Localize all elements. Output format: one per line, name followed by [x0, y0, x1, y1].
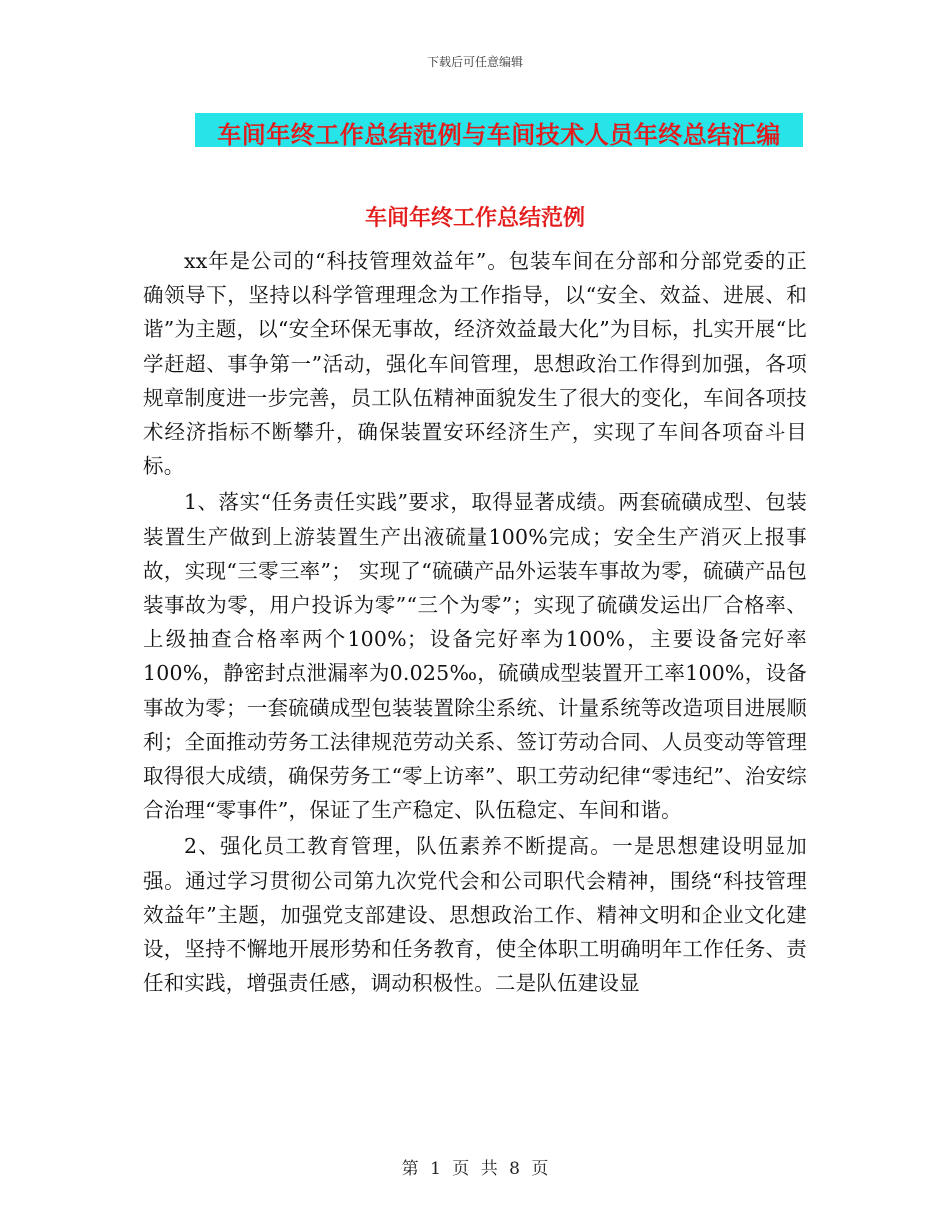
- paragraph-intro: xx年是公司的“科技管理效益年”。包装车间在分部和分部党委的正确领导下，坚持以科学管理理念为工作指导，以“安全、效益、进展、和谐”为主题，以“安全环保无事故，经济效益最大化”为目标，扎实开展“比学赶超、事争第一”活动，强化车间管理，思想政治工作得到加强，各项规章制度进一步完善，员工队伍精神面貌发生了很大的变化，车间各项技术经济指标不断攀升，确保装置安环经济生产，实现了车间各项奋斗目标。: [143, 249, 808, 479]
- body-text: [143, 244, 807, 1002]
- paragraph-item-1: 1、落实“任务责任实践”要求，取得显著成绩。两套硫磺成型、包装装置生产做到上游装置生产出液硫量100%完成；安全生产消灭上报事故，实现“三零三率”； 实现了“硫磺产品外运装车事故为零，硫磺产品包装事故为零，用户投诉为零”“三个为零”；实现了硫磺发运出厂合格率、上级抽查合格率两个100%；设备完好率为100%，主要设备完好率100%，静密封点泄漏率为0.025‰，硫磺成型装置开工率100%，设备事故为零；一套硫磺成型包装装置除尘系统、计量系统等改造项目进展顺利；全面推动劳务工法律规范劳动关系、签订劳动合同、人员变动等管理取得很大成绩，确保劳务工“零上访率”、职工劳动纪律“零违纪”、治安综合治理“零事件”，保证了生产稳定、队伍稳定、车间和谐。: [143, 490, 807, 823]
- main-title: 车间年终工作总结范例与车间技术人员年终总结汇编: [217, 121, 781, 149]
- main-title-highlight: [195, 113, 803, 147]
- section-title: 车间年终工作总结范例: [364, 206, 585, 231]
- header-note: 下载后可任意编辑: [426, 55, 523, 69]
- paragraph-item-2: 2、强化员工教育管理，队伍素养不断提高。一是思想建设明显加强。通过学习贯彻公司第九次党代会和公司职代会精神，围绕“科技管理效益年”主题，加强党支部建设、思想政治工作、精神文明和企业文化建设，坚持不懈地开展形势和任务教育，使全体职工明确明年工作任务、责任和实践，增强责任感，调动积极性。二是队伍建设显: [143, 834, 807, 996]
- page-number: 第 1 页 共 8 页: [401, 1159, 549, 1179]
